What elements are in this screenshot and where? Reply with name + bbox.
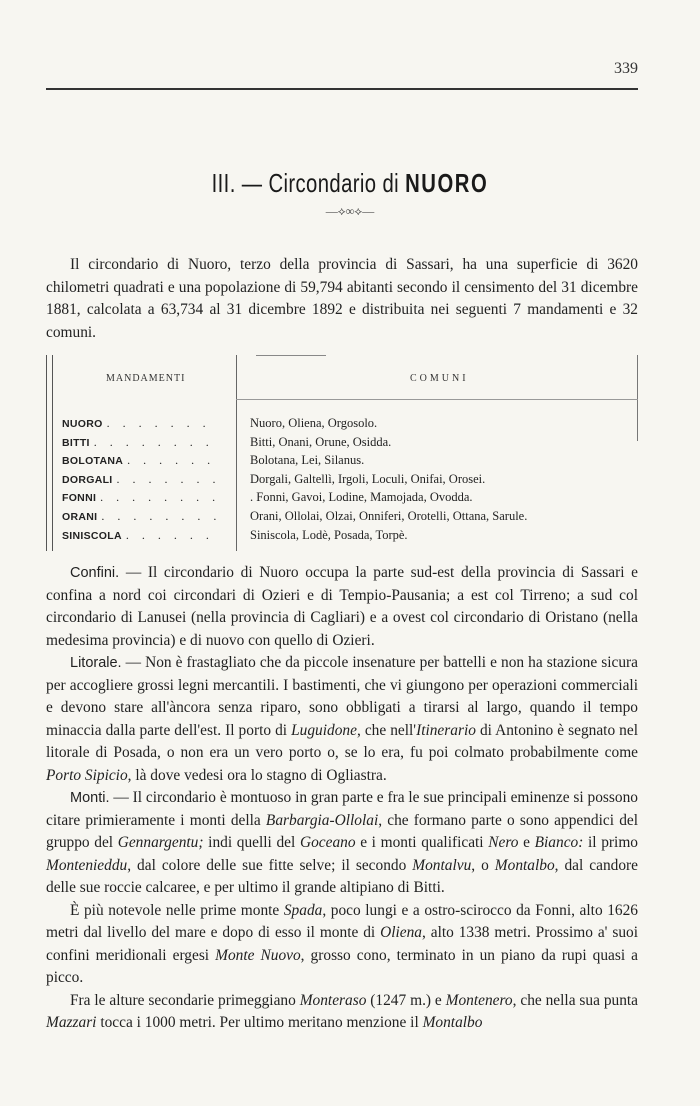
text-run: e i monti qualificati bbox=[355, 834, 489, 851]
italic-run: Montalbo bbox=[494, 856, 555, 874]
header-rule bbox=[46, 88, 638, 90]
comuni-list: . Fonni, Gavoi, Lodine, Mamojada, Ovodda. bbox=[250, 490, 473, 505]
comuni-list: Dorgali, Galtellì, Irgoli, Loculi, Onifai, Orosei. bbox=[250, 471, 486, 486]
monti-paragraph bbox=[46, 787, 638, 900]
italic-run: Oliena bbox=[380, 924, 422, 941]
heading-prefix: III. — Circondario di bbox=[211, 168, 400, 198]
comuni-list: Siniscola, Lodè, Posada, Torpè. bbox=[250, 527, 408, 542]
table-row bbox=[62, 509, 638, 528]
text-run: , dal candore delle sue roccie calcaree, e per ultimo il grande altipiano di Bitti. bbox=[46, 856, 638, 896]
text-run: , che nell' bbox=[356, 721, 417, 739]
table-row bbox=[62, 490, 638, 509]
table-row bbox=[62, 453, 638, 472]
confini-text: — Il circondario di Nuoro occupa la parte sud-est della provincia di Sassari e confina a nord coi circondari di Ozieri e di Tempio-Pausania; a est col Tirreno; a sud col circondario di Lanusei (nella provincia di Cagliari) e a ovest col circondario di Oristano (nella medesima provincia) e di nuovo con quello di Ozieri. bbox=[46, 564, 638, 649]
comuni-list: Bitti, Onani, Orune, Osidda. bbox=[250, 434, 392, 449]
italic-run: Gennargentu; bbox=[117, 834, 204, 851]
leader-dots: . . . . . . . . bbox=[101, 508, 222, 523]
mandamento-name: BITTI bbox=[62, 436, 90, 449]
ornament-divider: —⟡∞⟡— bbox=[325, 204, 375, 218]
italic-run: Porto Sipicio bbox=[46, 766, 128, 784]
table-rows bbox=[62, 416, 638, 546]
italic-run: Montalbo bbox=[422, 1014, 483, 1031]
text-run: È più notevole nelle prime monte bbox=[70, 901, 284, 919]
text-run: e bbox=[518, 834, 535, 851]
leader-dots: . . . . . . . bbox=[106, 416, 211, 430]
table-row bbox=[62, 416, 638, 435]
spada-paragraph bbox=[46, 900, 638, 990]
text-run: — Non è frastagliato che da piccole insenature per battelli e non ha stazione sicura per accogliere grossi legni mercantili. I bastimenti, che vi giungono per operazioni commerciali e devono stare all'àncora senza riparo, sono obbligati a tirarsi al largo, quando il tempo minaccia dalla parte dell'est. Il porto di bbox=[46, 654, 638, 739]
intro-paragraph: Il circondario di Nuoro, terzo della provincia di Sassari, ha una superficie di 3620 chilometri quadrati e una popolazione di 59,794 abitanti secondo il censimento del 31 dicembre 1881, calcolata a 63,734 al 31 dicembre 1892 e distribuita nei seguenti 7 mandamenti e 32 comuni. bbox=[46, 256, 638, 341]
italic-run: Itinerario bbox=[416, 721, 476, 739]
mandamento-name: DORGALI bbox=[62, 473, 113, 486]
italic-run: Montenieddu bbox=[46, 856, 128, 874]
table-header-rule bbox=[236, 399, 638, 400]
italic-run: Montenero bbox=[445, 991, 513, 1009]
mandamento-name: NUORO bbox=[62, 418, 103, 430]
page-number: 339 bbox=[614, 60, 638, 77]
text-run: di Antonino è segnato nel litorale di Posada, o non era un vero porto o, se lo era, fu poi colmato probabilmente come bbox=[46, 721, 638, 761]
leader-dots: . . . . . . bbox=[127, 453, 216, 468]
litorale-lead: Litorale. bbox=[70, 655, 122, 671]
mandamento-name: FONNI bbox=[62, 492, 97, 505]
monti-lead: Monti. bbox=[70, 790, 110, 806]
alture-paragraph bbox=[46, 990, 638, 1035]
table-row bbox=[62, 435, 638, 454]
leader-dots: . . . . . . bbox=[125, 527, 214, 542]
table-top-rule bbox=[256, 355, 326, 356]
leader-dots: . . . . . . . . bbox=[93, 434, 214, 449]
text-run: , o bbox=[471, 856, 495, 874]
text-run: , alto 1338 metri. Prossimo a' suoi confini meridionali ergesi bbox=[46, 924, 638, 964]
header-mandamenti: MANDAMENTI bbox=[106, 373, 186, 384]
text-run: , che nella sua punta bbox=[512, 991, 639, 1009]
text-run: , là dove vedesi ora lo stagno di Ogliastra. bbox=[127, 766, 387, 784]
text-run: (1247 m.) e bbox=[366, 991, 446, 1009]
table-left-border bbox=[46, 355, 53, 551]
table-row bbox=[62, 472, 638, 491]
comuni-list: Bolotana, Lei, Silanus. bbox=[250, 453, 365, 468]
leader-dots: . . . . . . . bbox=[116, 471, 221, 486]
mandamento-name: SINISCOLA bbox=[62, 529, 122, 542]
text-run: , dal colore delle sue fitte selve; il secondo bbox=[127, 856, 413, 874]
litorale-paragraph bbox=[46, 652, 638, 787]
heading-name: NUORO bbox=[405, 168, 489, 198]
confini-paragraph bbox=[46, 562, 638, 652]
text-run: indi quelli del bbox=[203, 834, 300, 851]
italic-run: Goceano bbox=[299, 834, 356, 851]
italic-run: Nero bbox=[488, 834, 519, 851]
text-run: tocca i 1000 metri. Per ultimo meritano menzione il bbox=[96, 1014, 423, 1031]
confini-lead: Confini. bbox=[70, 565, 120, 581]
text-run: , che formano parte o sono appendici del gruppo del bbox=[46, 811, 638, 851]
italic-run: Mazzari bbox=[46, 1014, 97, 1031]
mandamento-name: BOLOTANA bbox=[62, 455, 124, 468]
italic-run: Barbargia-Ollolai bbox=[265, 811, 379, 829]
italic-run: Bianco: bbox=[534, 834, 584, 851]
mandamenti-table bbox=[46, 355, 638, 551]
italic-run: Luguidone bbox=[291, 721, 357, 739]
italic-run: Montalvu bbox=[412, 856, 472, 874]
text-run: , poco lungi e a ostro-scirocco da Fonni, alto 1626 metri dal livello del mare e dopo di esso il monte di bbox=[46, 901, 639, 941]
table-row bbox=[62, 528, 638, 547]
italic-run: Monte Nuovo bbox=[215, 946, 301, 964]
chapter-heading bbox=[77, 168, 623, 199]
italic-run: Spada bbox=[283, 901, 323, 919]
leader-dots: . . . . . . . . bbox=[100, 490, 221, 505]
mandamento-name: ORANI bbox=[62, 510, 98, 523]
text-run: — Il circondario è montuoso in gran parte e fra le sue principali eminenze si possono citare primieramente i monti della bbox=[46, 789, 638, 829]
text-run: il primo bbox=[583, 834, 638, 851]
body-text bbox=[46, 562, 638, 1035]
text-run: Fra le alture secondarie primeggiano bbox=[70, 991, 300, 1009]
text-run: , grosso cono, terminato in un piano da rupi quasi a picco. bbox=[46, 946, 638, 986]
comuni-list: Nuoro, Oliena, Orgosolo. bbox=[250, 416, 378, 430]
header-comuni: COMUNI bbox=[410, 373, 469, 384]
italic-run: Monteraso bbox=[299, 991, 367, 1009]
comuni-list: Orani, Ollolai, Olzai, Onniferi, Orotelli, Ottana, Sarule. bbox=[250, 508, 528, 523]
